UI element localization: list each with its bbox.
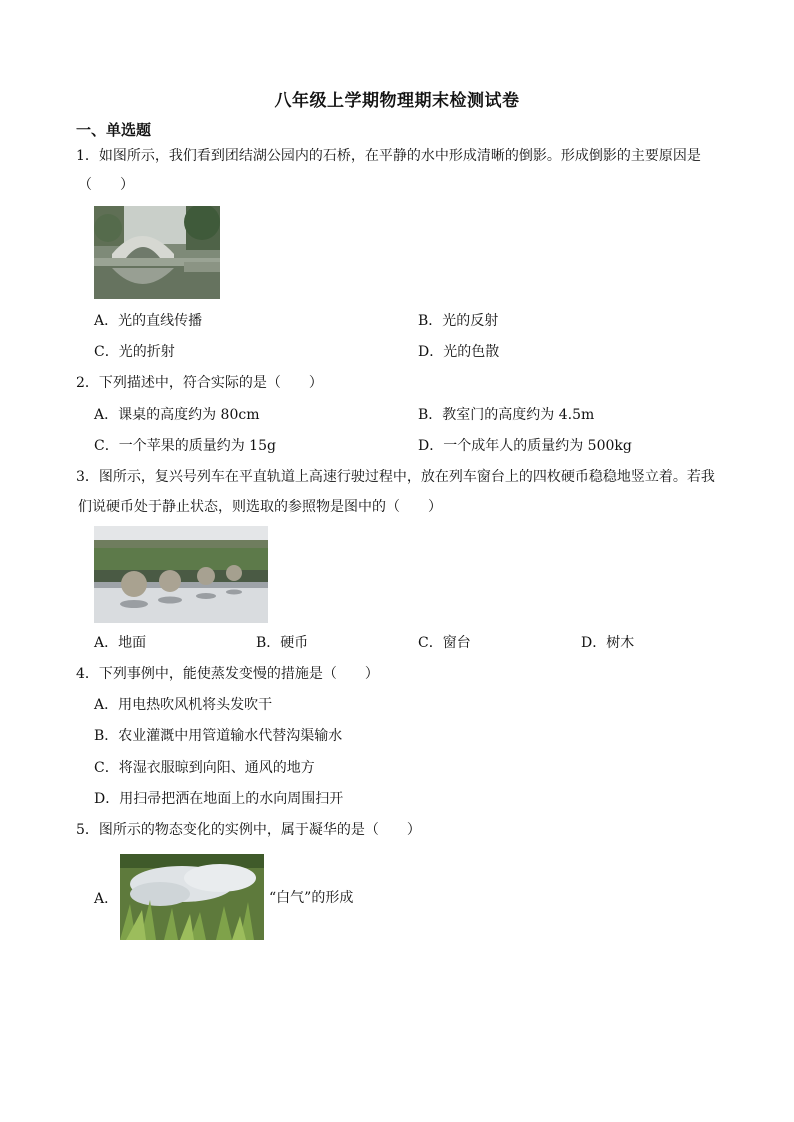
stone-bridge-image bbox=[94, 206, 220, 299]
q3-option-c: C．窗台 bbox=[418, 635, 471, 651]
page-title: 八年级上学期物理期末检测试卷 bbox=[274, 91, 520, 111]
q1-option-a: A．光的直线传播 bbox=[94, 313, 203, 329]
question-1-bracket: （ ） bbox=[78, 177, 134, 193]
q1-option-c: C．光的折射 bbox=[94, 344, 175, 360]
question-3-text-line1: 3．图所示，复兴号列车在平直轨道上高速行驶过程中，放在列车窗台上的四枚硬币稳稳地竖立着。若我 bbox=[76, 469, 715, 485]
question-4-text: 4．下列事例中，能使蒸发变慢的措施是（ ） bbox=[76, 666, 379, 682]
question-1-text: 1．如图所示，我们看到团结湖公园内的石桥，在平静的水中形成清晰的倒影。形成倒影的主要原因是 bbox=[76, 148, 701, 164]
q3-option-b: B．硬币 bbox=[256, 635, 309, 651]
q5-option-a-caption: “白气”的形成 bbox=[269, 890, 354, 906]
train-coins-image bbox=[94, 526, 268, 623]
question-2-text: 2．下列描述中，符合实际的是（ ） bbox=[76, 375, 323, 391]
q3-option-d: D．树木 bbox=[581, 635, 635, 651]
q1-option-b: B．光的反射 bbox=[418, 313, 499, 329]
section-heading: 一、单选题 bbox=[76, 121, 152, 139]
q2-option-d: D．一个成年人的质量约为 500kg bbox=[418, 438, 632, 454]
q2-option-c: C．一个苹果的质量约为 15g bbox=[94, 438, 276, 454]
q4-option-d: D．用扫帚把洒在地面上的水向周围扫开 bbox=[94, 791, 344, 807]
q5-option-a-letter: A． bbox=[94, 891, 119, 907]
question-3-text-line2: 们说硬币处于静止状态，则选取的参照物是图中的（ ） bbox=[78, 499, 442, 515]
q2-option-a: A．课桌的高度约为 80cm bbox=[94, 407, 260, 423]
q3-option-a: A．地面 bbox=[94, 635, 147, 651]
question-5-text: 5．图所示的物态变化的实例中，属于凝华的是（ ） bbox=[76, 822, 421, 838]
q4-option-c: C．将湿衣服晾到向阳、通风的地方 bbox=[94, 760, 315, 776]
q4-option-a: A．用电热吹风机将头发吹干 bbox=[94, 697, 273, 713]
q4-option-b: B．农业灌溉中用管道输水代替沟渠输水 bbox=[94, 728, 343, 744]
white-mist-image bbox=[120, 854, 264, 940]
q1-option-d: D．光的色散 bbox=[418, 344, 500, 360]
q2-option-b: B．教室门的高度约为 4.5m bbox=[418, 407, 595, 423]
